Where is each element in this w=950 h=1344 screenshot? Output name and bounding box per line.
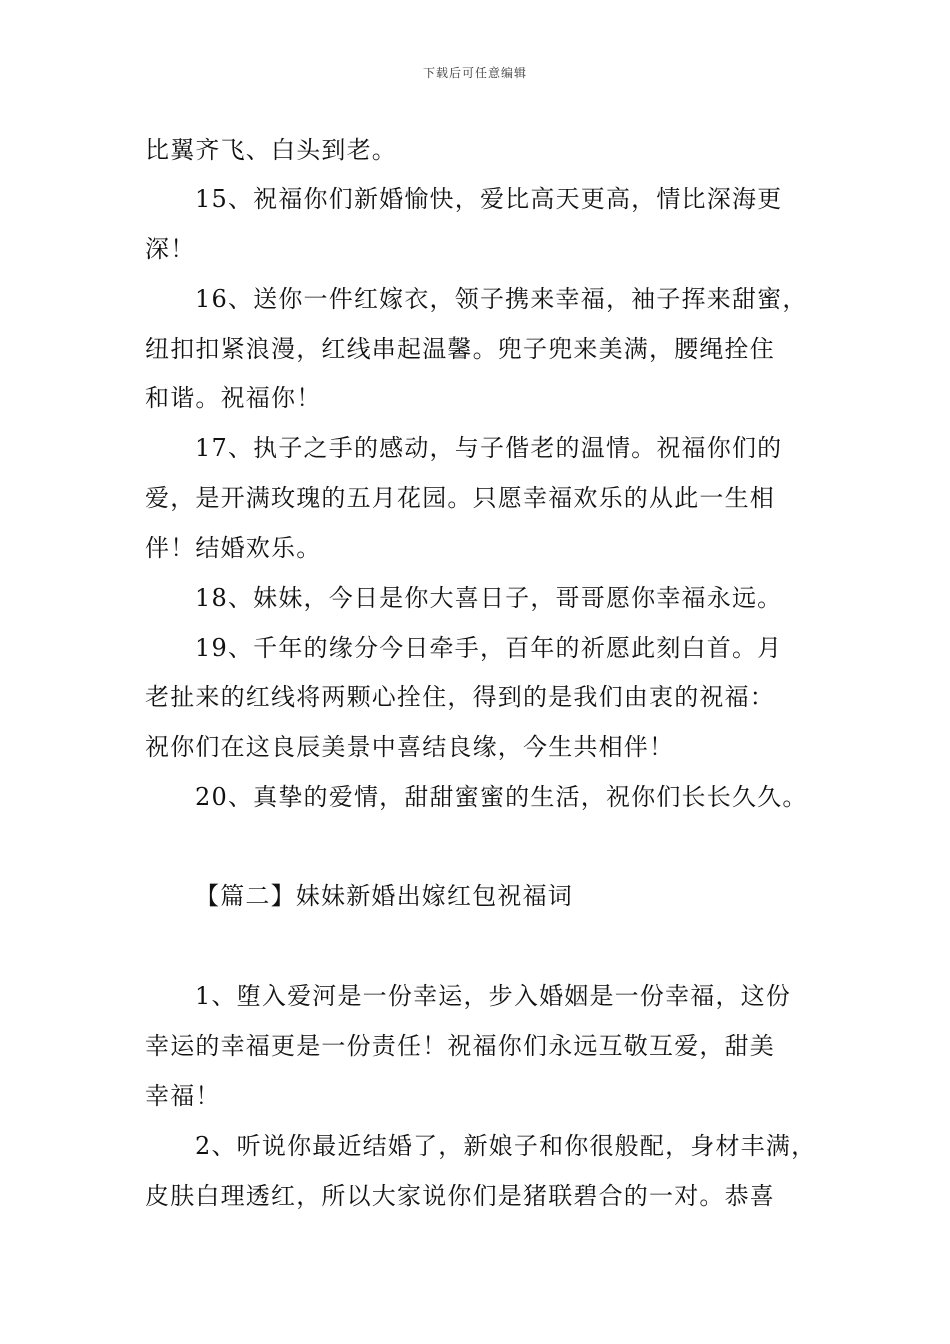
text-line: 幸运的幸福更是一份责任！祝福你们永远互敬互爱，甜美 — [145, 1032, 775, 1060]
text-line: 1、堕入爱河是一份幸运，步入婚姻是一份幸福，这份 — [195, 982, 792, 1010]
text-line: 纽扣扣紧浪漫，红线串起温馨。兜子兜来美满，腰绳拴住 — [145, 335, 775, 363]
text-line: 2、听说你最近结婚了，新娘子和你很般配，身材丰满， — [195, 1132, 817, 1160]
text-line: 幸福！ — [145, 1082, 221, 1110]
text-line: 伴！结婚欢乐。 — [145, 534, 322, 562]
page-header-note: 下载后可任意编辑 — [422, 66, 527, 80]
text-line: 老扯来的红线将两颗心拴住，得到的是我们由衷的祝福： — [145, 683, 775, 711]
text-line: 18、妹妹，今日是你大喜日子，哥哥愿你幸福永远。 — [195, 584, 783, 612]
section-title: 【篇二】妹妹新婚出嫁红包祝福词 — [195, 882, 573, 910]
text-line: 祝你们在这良辰美景中喜结良缘，今生共相伴！ — [145, 733, 675, 761]
text-line: 比翼齐飞、白头到老。 — [145, 136, 397, 164]
text-line: 深！ — [145, 235, 196, 263]
text-line: 19、千年的缘分今日牵手，百年的祈愿此刻白首。月 — [195, 634, 783, 662]
text-line: 16、送你一件红嫁衣，领子携来幸福，袖子挥来甜蜜， — [195, 285, 808, 313]
text-line: 20、真挚的爱情，甜甜蜜蜜的生活，祝你们长长久久。 — [195, 783, 808, 811]
text-line: 皮肤白理透红，所以大家说你们是猪联碧合的一对。恭喜 — [145, 1182, 775, 1210]
text-line: 爱，是开满玫瑰的五月花园。只愿幸福欢乐的从此一生相 — [145, 484, 775, 512]
text-line: 17、执子之手的感动，与子偕老的温情。祝福你们的 — [195, 434, 783, 462]
text-line: 和谐。祝福你！ — [145, 384, 322, 412]
text-line: 15、祝福你们新婚愉快，爱比高天更高，情比深海更 — [195, 185, 783, 213]
